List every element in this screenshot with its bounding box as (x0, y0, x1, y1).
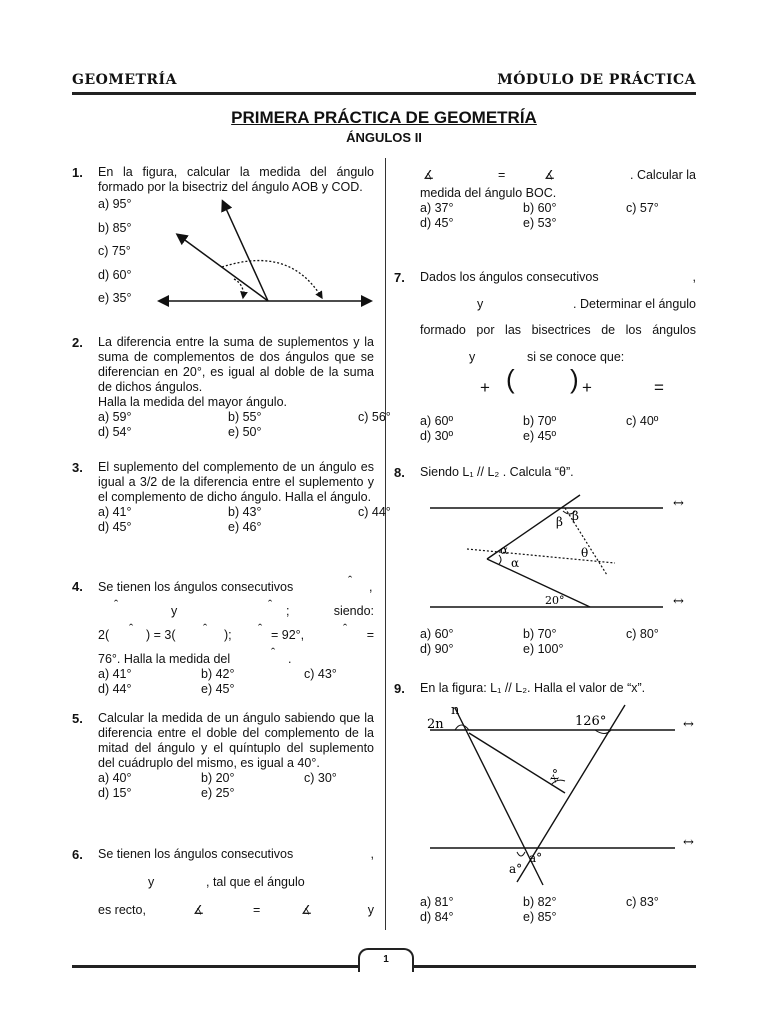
option: b) 60° (523, 201, 557, 215)
option: c) 75° (98, 244, 131, 258)
text-fragment: , (369, 580, 373, 594)
text-fragment: es recto, (98, 903, 146, 917)
label-alpha: α (500, 543, 509, 557)
angle-symbol: ∡ (301, 903, 313, 917)
text-fragment: , tal que el ángulo (206, 875, 305, 889)
arrow-mark: ↔ (673, 594, 684, 609)
option: a) 37° (420, 201, 454, 215)
question-number: 9. (394, 681, 405, 696)
option: e) 85° (523, 910, 557, 924)
text-line (98, 599, 374, 623)
option: d) 60° (98, 267, 132, 282)
label-2n: 2n (427, 717, 444, 732)
option: b) 43° (228, 505, 262, 519)
text-line (98, 875, 374, 903)
question-number: 1. (72, 165, 83, 180)
option: b) 85° (98, 220, 132, 235)
ray (178, 235, 268, 301)
option-list (420, 201, 696, 231)
text-fragment: . (288, 652, 292, 666)
option: c) 57° (626, 201, 659, 215)
option: c) 83° (626, 895, 659, 909)
arrow-mark: ↔ (683, 717, 694, 732)
angle-arc (517, 852, 525, 856)
question-text: medida del ángulo BOC. (420, 186, 557, 200)
question-number: 2. (72, 335, 83, 350)
text-fragment: ; (286, 604, 290, 618)
question-number: 4. (72, 579, 83, 594)
text-line (420, 297, 696, 317)
header-subject: GEOMETRÍA (72, 72, 177, 88)
option: d) 44° (98, 682, 132, 696)
eq-plus: + (480, 378, 490, 397)
option: b) 20° (201, 771, 235, 785)
text-fragment: Se tienen los ángulos consecutivos (98, 580, 294, 594)
option-list (420, 895, 696, 925)
option: e) 35° (98, 291, 132, 305)
text-fragment: y (477, 297, 484, 311)
option: d) 54° (98, 425, 132, 439)
question-number: 5. (72, 711, 83, 726)
option: b) 70º (523, 414, 557, 428)
option: e) 45° (201, 682, 235, 696)
text-fragment: y (469, 350, 476, 364)
option-list (420, 414, 696, 444)
option: a) 41° (98, 505, 132, 519)
eq-paren-open: ( (506, 364, 515, 394)
option: d) 45° (98, 520, 132, 534)
angle-symbol: ∡ (544, 168, 556, 182)
eq-plus: + (582, 378, 592, 397)
question-number: 7. (394, 270, 405, 285)
option: c) 80° (626, 627, 659, 641)
question-text: Calcular la medida de un ángulo sabiendo que la diferencia entre el doble del complemento de la mitad del ángulo y el quíntuplo del suplemento del cuádruplo del mismo, es igual a 40°. (98, 711, 374, 770)
option: b) 70° (523, 627, 557, 641)
option: e) 50° (228, 425, 262, 439)
label-a: a° (509, 862, 523, 876)
text-fragment: = (498, 168, 506, 182)
label-beta: β (556, 515, 563, 529)
question-4 (72, 574, 374, 697)
text-fragment: ) = 3( (146, 628, 176, 642)
question-7 (394, 270, 696, 444)
text-line (420, 350, 696, 376)
option: a) 60º (420, 414, 454, 428)
eq-paren-close: ) (570, 364, 579, 394)
option: a) 41° (98, 667, 132, 681)
angle-arc (455, 725, 469, 730)
option: a) 81° (420, 895, 454, 909)
option: c) 56° (358, 410, 391, 424)
option: d) 45° (420, 216, 454, 230)
label-beta: β (572, 509, 579, 523)
question-number: 8. (394, 465, 405, 480)
text-fragment: . Determinar el ángulo (573, 297, 696, 311)
option-list (420, 627, 696, 657)
text-line (420, 270, 696, 297)
option: c) 43° (304, 667, 337, 681)
text-fragment: ); (224, 628, 232, 642)
hat-mark: ˆ (268, 598, 273, 612)
text-fragment: siendo: (333, 604, 374, 618)
text-fragment: Dados los ángulos consecutivos (420, 270, 599, 284)
figure-q9 (425, 700, 695, 888)
column-divider (385, 158, 386, 930)
label-angle-126: 126° (575, 714, 607, 729)
option-list (98, 771, 374, 801)
option: b) 82° (523, 895, 557, 909)
hat-mark: ˆ (348, 574, 353, 588)
hat-mark: ˆ (343, 622, 348, 636)
hat-mark: ˆ (258, 622, 263, 636)
text-fragment: y (367, 903, 374, 917)
option: a) 60° (420, 627, 454, 641)
option: e) 100° (523, 642, 564, 656)
hat-mark: ˆ (129, 622, 134, 636)
transversal (487, 559, 590, 607)
hat-mark: ˆ (271, 646, 276, 660)
option: c) 44° (358, 505, 391, 519)
header-rule (72, 92, 696, 95)
question-text: En la figura, calcular la medida del ángulo formado por la bisectriz del ángulo AOB y COD. (98, 165, 374, 194)
option: d) 15° (98, 786, 132, 800)
text-line (420, 168, 696, 186)
text-line (98, 575, 374, 599)
text-line (98, 903, 374, 923)
option: e) 53° (523, 216, 557, 230)
label-theta: θ (581, 546, 589, 560)
option: d) 84° (420, 910, 454, 924)
option: d) 30º (420, 429, 454, 443)
question-2 (72, 335, 391, 440)
text-fragment: y (148, 875, 155, 889)
question-text: La diferencia entre la suma de suplementos y la suma de complementos de dos ángulos que se diferencian en 20°, es igual al doble de la suma de dichos ángulos. (98, 335, 374, 394)
text-line (98, 623, 374, 647)
figure-q8 (425, 493, 690, 618)
text-fragment: . Calcular la (630, 168, 696, 182)
page-title: PRIMERA PRÁCTICA DE GEOMETRÍA (231, 108, 537, 127)
option: a) 95° (98, 197, 132, 211)
text-fragment: = 92°, (271, 628, 305, 642)
option-list (98, 667, 374, 697)
dotted-ray (467, 549, 615, 563)
question-text: En la figura: L₁ // L₂. Halla el valor de “x”. (420, 681, 646, 695)
label-a: a° (529, 851, 543, 865)
question-8-options (420, 627, 696, 657)
equation (420, 364, 696, 406)
text-fragment: , (692, 270, 696, 284)
question-text: El suplemento del complemento de un ángulo es igual a 3/2 de la diferencia entre el suplemento y el complemento de dicho ángulo. Halla el ángulo. (98, 460, 374, 504)
angle-symbol: ∡ (423, 168, 435, 182)
label-n: n (451, 703, 460, 718)
question-6-continued (420, 168, 696, 231)
option: e) 25° (201, 786, 235, 800)
question-text: Siendo L₁ // L₂ . Calcula “θ”. (420, 465, 574, 479)
angle-symbol: ∡ (193, 903, 205, 917)
hat-mark: ˆ (114, 598, 119, 612)
label-alpha: α (511, 556, 520, 570)
header-module: MÓDULO DE PRÁCTICA (497, 72, 696, 88)
question-8 (394, 465, 696, 480)
text-fragment: si se conoce que: (527, 350, 625, 364)
question-9 (394, 681, 696, 696)
question-9-options (420, 895, 696, 925)
segment (469, 733, 565, 793)
option: a) 59° (98, 410, 132, 424)
option: b) 55° (228, 410, 262, 424)
text-fragment: y (171, 604, 178, 618)
question-number: 3. (72, 460, 83, 475)
arrow-mark: ↔ (683, 835, 694, 850)
option: a) 40° (98, 771, 132, 785)
label-x: x° (546, 766, 565, 785)
question-5 (72, 711, 374, 801)
question-number: 6. (72, 847, 83, 862)
text-line (98, 647, 374, 667)
text-line (98, 847, 374, 875)
option: e) 46° (228, 520, 262, 534)
angle-arc (222, 261, 322, 298)
option-list (98, 410, 391, 440)
label-angle-20: 20° (545, 594, 565, 607)
page-subtitle: ÁNGULOS II (346, 130, 422, 145)
page-number: 1 (358, 948, 414, 972)
text-fragment: Se tienen los ángulos consecutivos (98, 847, 294, 861)
text-fragment: = (366, 628, 374, 642)
eq-equals: = (654, 378, 664, 397)
question-6 (72, 847, 374, 923)
question-text: formado por las bisectrices de los ángulos (420, 323, 696, 337)
option: b) 42° (201, 667, 235, 681)
hat-mark: ˆ (203, 622, 208, 636)
option: c) 40º (626, 414, 659, 428)
question-text: Halla la medida del mayor ángulo. (98, 395, 287, 409)
option: c) 30° (304, 771, 337, 785)
text-fragment: = (253, 903, 261, 917)
text-fragment: 2( (98, 628, 110, 642)
option: d) 90° (420, 642, 454, 656)
text-fragment: , (370, 847, 374, 861)
option-list (98, 505, 391, 535)
arrow-mark: ↔ (673, 496, 684, 511)
text-fragment: 76°. Halla la medida del (98, 652, 231, 666)
figure-q1 (150, 195, 375, 310)
question-3 (72, 460, 391, 535)
ray (223, 202, 268, 301)
option: e) 45º (523, 429, 557, 443)
